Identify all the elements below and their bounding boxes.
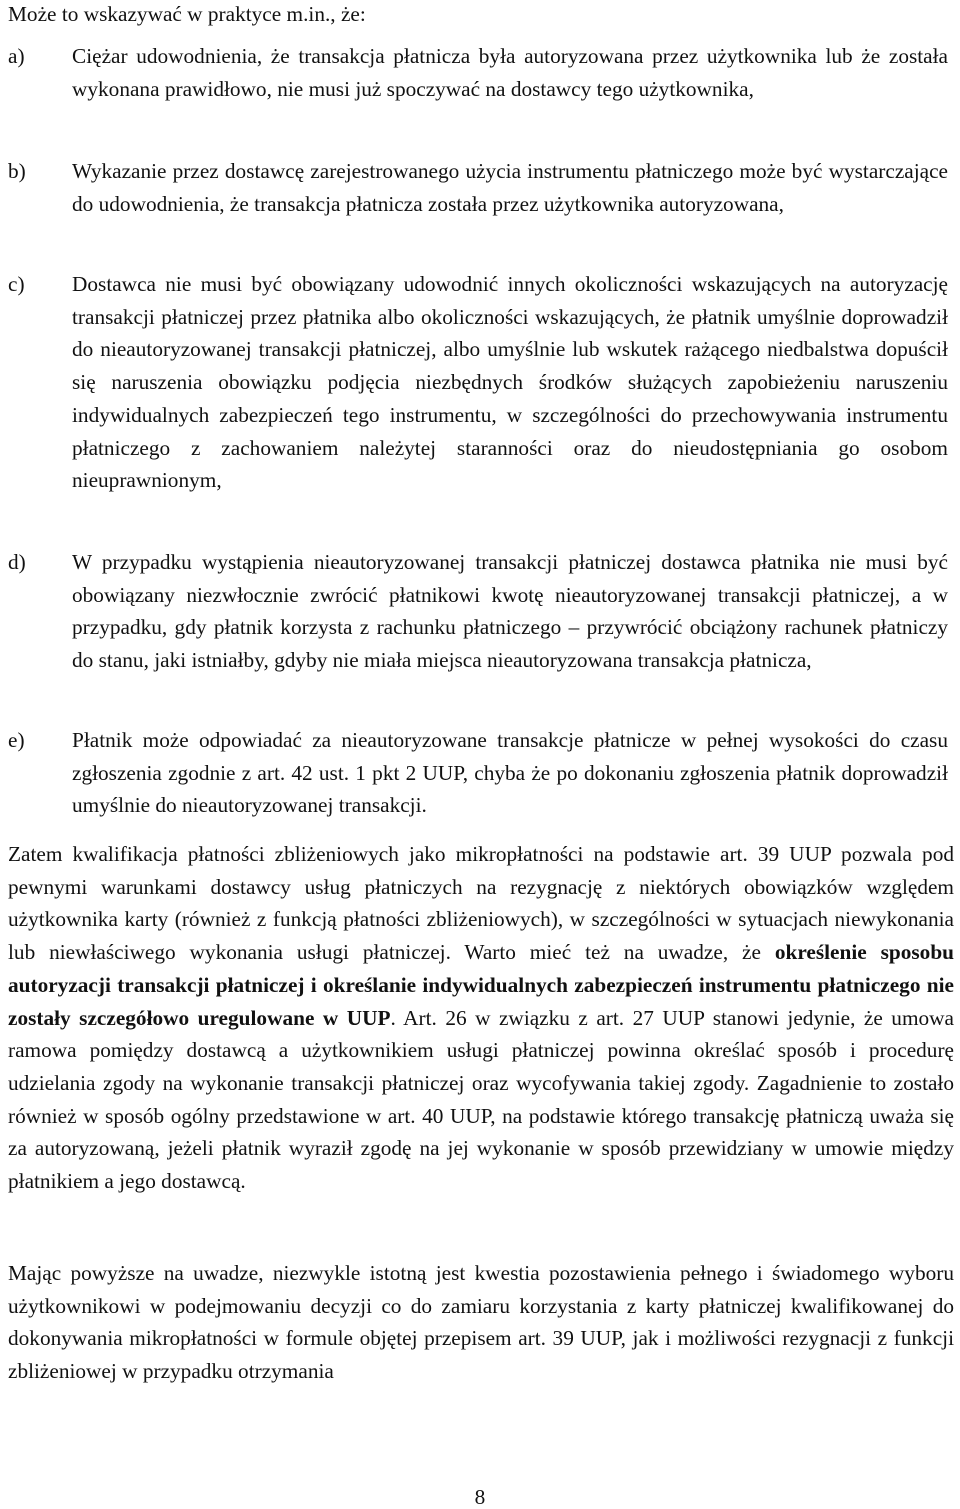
list-item-c: [8, 268, 948, 497]
list-marker: e): [8, 728, 25, 752]
list-marker: a): [8, 44, 25, 68]
paragraph-qualification: [8, 838, 954, 1198]
paragraph-text: . Art. 26 w związku z art. 27 UUP stanowi jedynie, że umowa ramowa pomiędzy dostawcą a użytkownikiem usługi płatniczej powinna określać sposób i procedurę udzielania zgody na wykonanie transakcji płatniczej oraz wycofywania takiej zgody. Zagadnienie to zostało również w sposób ogólny przedstawione w art. 40 UUP, na podstawie którego transakcję płatniczą uważa się za autoryzowaną, jeżeli płatnik wyraził zgodę na jej wykonanie w sposób przewidziany w umowie między płatnikiem a jego dostawcą.: [8, 1005, 954, 1194]
list-marker: d): [8, 550, 26, 574]
bold-emphasis: określenie sposobu autoryzacji transakcji płatniczej i określanie indywidualnych zabezpieczeń instrumentu płatniczego nie zostały szczegółowo uregulowane w UUP: [8, 940, 955, 1030]
list-marker: c): [8, 272, 25, 296]
paragraph-text: Zatem kwalifikacja płatności zbliżeniowych jako mikropłatności na podstawie art. 39 UUP pozwala pod pewnymi warunkami dostawcy usług płatniczych na rezygnację z niektórych obowiązków względem użytkownika karty (również z funkcją płatności zbliżeniowych), w szczególności w sytuacjach niewykonania lub niewłaściwego wykonania usługi płatniczej. Warto mieć też na uwadze, że: [8, 842, 954, 965]
page-number: 8: [474, 1485, 486, 1509]
list-item-text: Płatnik może odpowiadać za nieautoryzowane transakcje płatnicze w pełnej wysokości do czasu zgłoszenia zgodnie z art. 42 ust. 1 pkt 2 UUP, chyba że po dokonaniu zgłoszenia płatnik doprowadził umyślnie do nieautoryzowanej transakcji.: [72, 728, 948, 818]
list-marker: b): [8, 159, 26, 183]
list-item-text: Wykazanie przez dostawcę zarejestrowanego użycia instrumentu płatniczego może być wystarczające do udowodnienia, że transakcja płatnicza została przez użytkownika autoryzowana,: [72, 159, 948, 216]
list-item-a: [8, 40, 948, 105]
list-item-d: [8, 546, 948, 677]
list-item-text: W przypadku wystąpienia nieautoryzowanej transakcji płatniczej dostawca płatnika nie musi być obowiązany niezwłocznie zwrócić płatnikowi kwotę nieautoryzowanej transakcji płatniczej, a w przypadku, gdy płatnik korzysta z rachunku płatniczego – przywrócić obciążony rachunek płatniczy do stanu, jaki istniałby, gdyby nie miała miejsca nieautoryzowana transakcja płatnicza,: [72, 550, 948, 673]
list-item-e: [8, 724, 948, 822]
paragraph-conclusion: Mając powyższe na uwadze, niezwykle istotną jest kwestia pozostawienia pełnego i świadomego wyboru użytkownikowi w podejmowaniu decyzji co do zamiaru korzystania z karty płatniczej kwalifikowanej do dokonywania mikropłatności w formule objętej przepisem art. 39 UUP, jak i możliwości rezygnacji z funkcji zbliżeniowej w przypadku otrzymania: [8, 1261, 954, 1384]
list-item-text: Dostawca nie musi być obowiązany udowodnić innych okoliczności wskazujących na autoryzację transakcji płatniczej przez płatnika albo okoliczności wskazujących, że płatnik umyślnie doprowadził do nieautoryzowanej transakcji płatniczej, albo umyślnie lub wskutek rażącego niedbalstwa dopuścił się naruszenia obowiązku podjęcia niezbędnych środków służących zapobieżeniu naruszeniu indywidualnych zabezpieczeń tego instrumentu, w szczególności do przechowywania instrumentu płatniczego z zachowaniem należytej staranności oraz do nieudostępniania go osobom nieuprawnionym,: [72, 272, 948, 493]
intro-text: Może to wskazywać w praktyce m.in., że:: [8, 2, 366, 26]
list-item-text: Ciężar udowodnienia, że transakcja płatnicza była autoryzowana przez użytkownika lub że została wykonana prawidłowo, nie musi już spoczywać na dostawcy tego użytkownika,: [72, 44, 948, 101]
list-item-b: [8, 155, 948, 220]
